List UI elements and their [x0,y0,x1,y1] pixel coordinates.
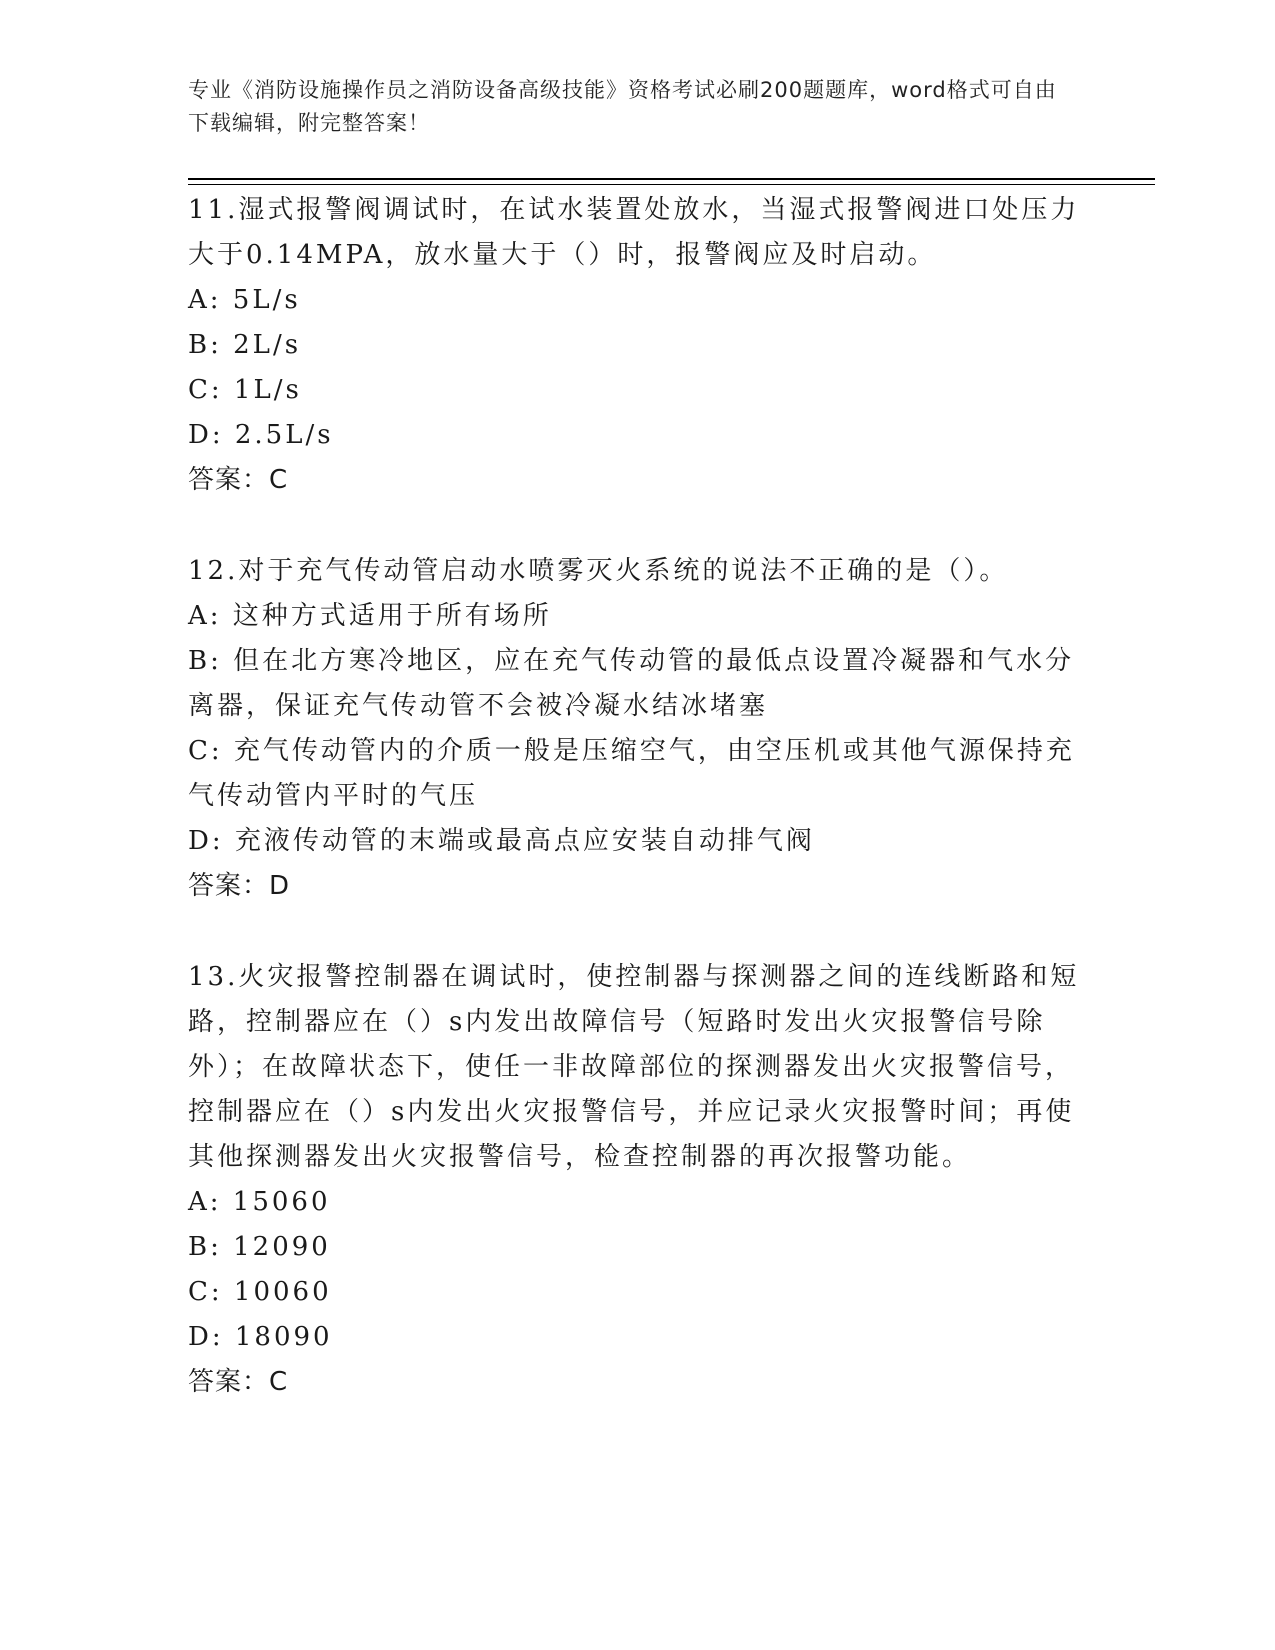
option-b: B: 12090 [188,1232,331,1262]
question-stem: 12.对于充气传动管启动水喷雾灭火系统的说法不正确的是（）。 [188,556,1009,586]
option-c: C: 充气传动管内的介质一般是压缩空气，由空压机或其他气源保持充气传动管内平时的气压 [188,736,1075,811]
option-b: B: 但在北方寒冷地区，应在充气传动管的最低点设置冷凝器和气水分离器，保证充气传动管不会被冷凝水结冰堵塞 [188,646,1075,721]
option-a: A: 5L/s [188,285,301,315]
option-d: D: 充液传动管的末端或最高点应安装自动排气阀 [188,826,815,856]
question-stem: 13.火灾报警控制器在调试时，使控制器与探测器之间的连线断路和短路，控制器应在（）s内发出故障信号（短路时发出火灾报警信号除外）；在故障状态下，使任一非故障部位的探测器发出火灾报警信号，控制器应在（）s内发出火灾报警信号，并应记录火灾报警时间；再使其他探测器发出火灾报警信号，检查控制器的再次报警功能。 [188,962,1080,1172]
answer-line: 答案：C [188,1367,289,1397]
option-d: D: 18090 [188,1322,333,1352]
question-13 [188,955,1088,1405]
question-12 [188,549,1088,909]
document-header: 专业《消防设施操作员之消防设备高级技能》资格考试必刷200题题库，word格式可自由下载编辑，附完整答案！ [188,78,1057,135]
option-a: A: 15060 [188,1187,331,1217]
question-11 [188,188,1088,503]
question-list [188,188,1088,1405]
header-rule-thin [188,184,1155,185]
question-spacer [188,909,1088,955]
option-a: A: 这种方式适用于所有场所 [188,601,552,631]
question-spacer [188,503,1088,549]
option-c: C: 10060 [188,1277,332,1307]
option-d: D: 2.5L/s [188,420,334,450]
option-b: B: 2L/s [188,330,302,360]
option-c: C: 1L/s [188,375,302,405]
header-rule-thick [188,178,1155,180]
answer-line: 答案：C [188,465,289,495]
question-stem: 11.湿式报警阀调试时，在试水装置处放水，当湿式报警阀进口处压力大于0.14MPA，放水量大于（）时，报警阀应及时启动。 [188,195,1080,270]
answer-line: 答案：D [188,871,291,901]
